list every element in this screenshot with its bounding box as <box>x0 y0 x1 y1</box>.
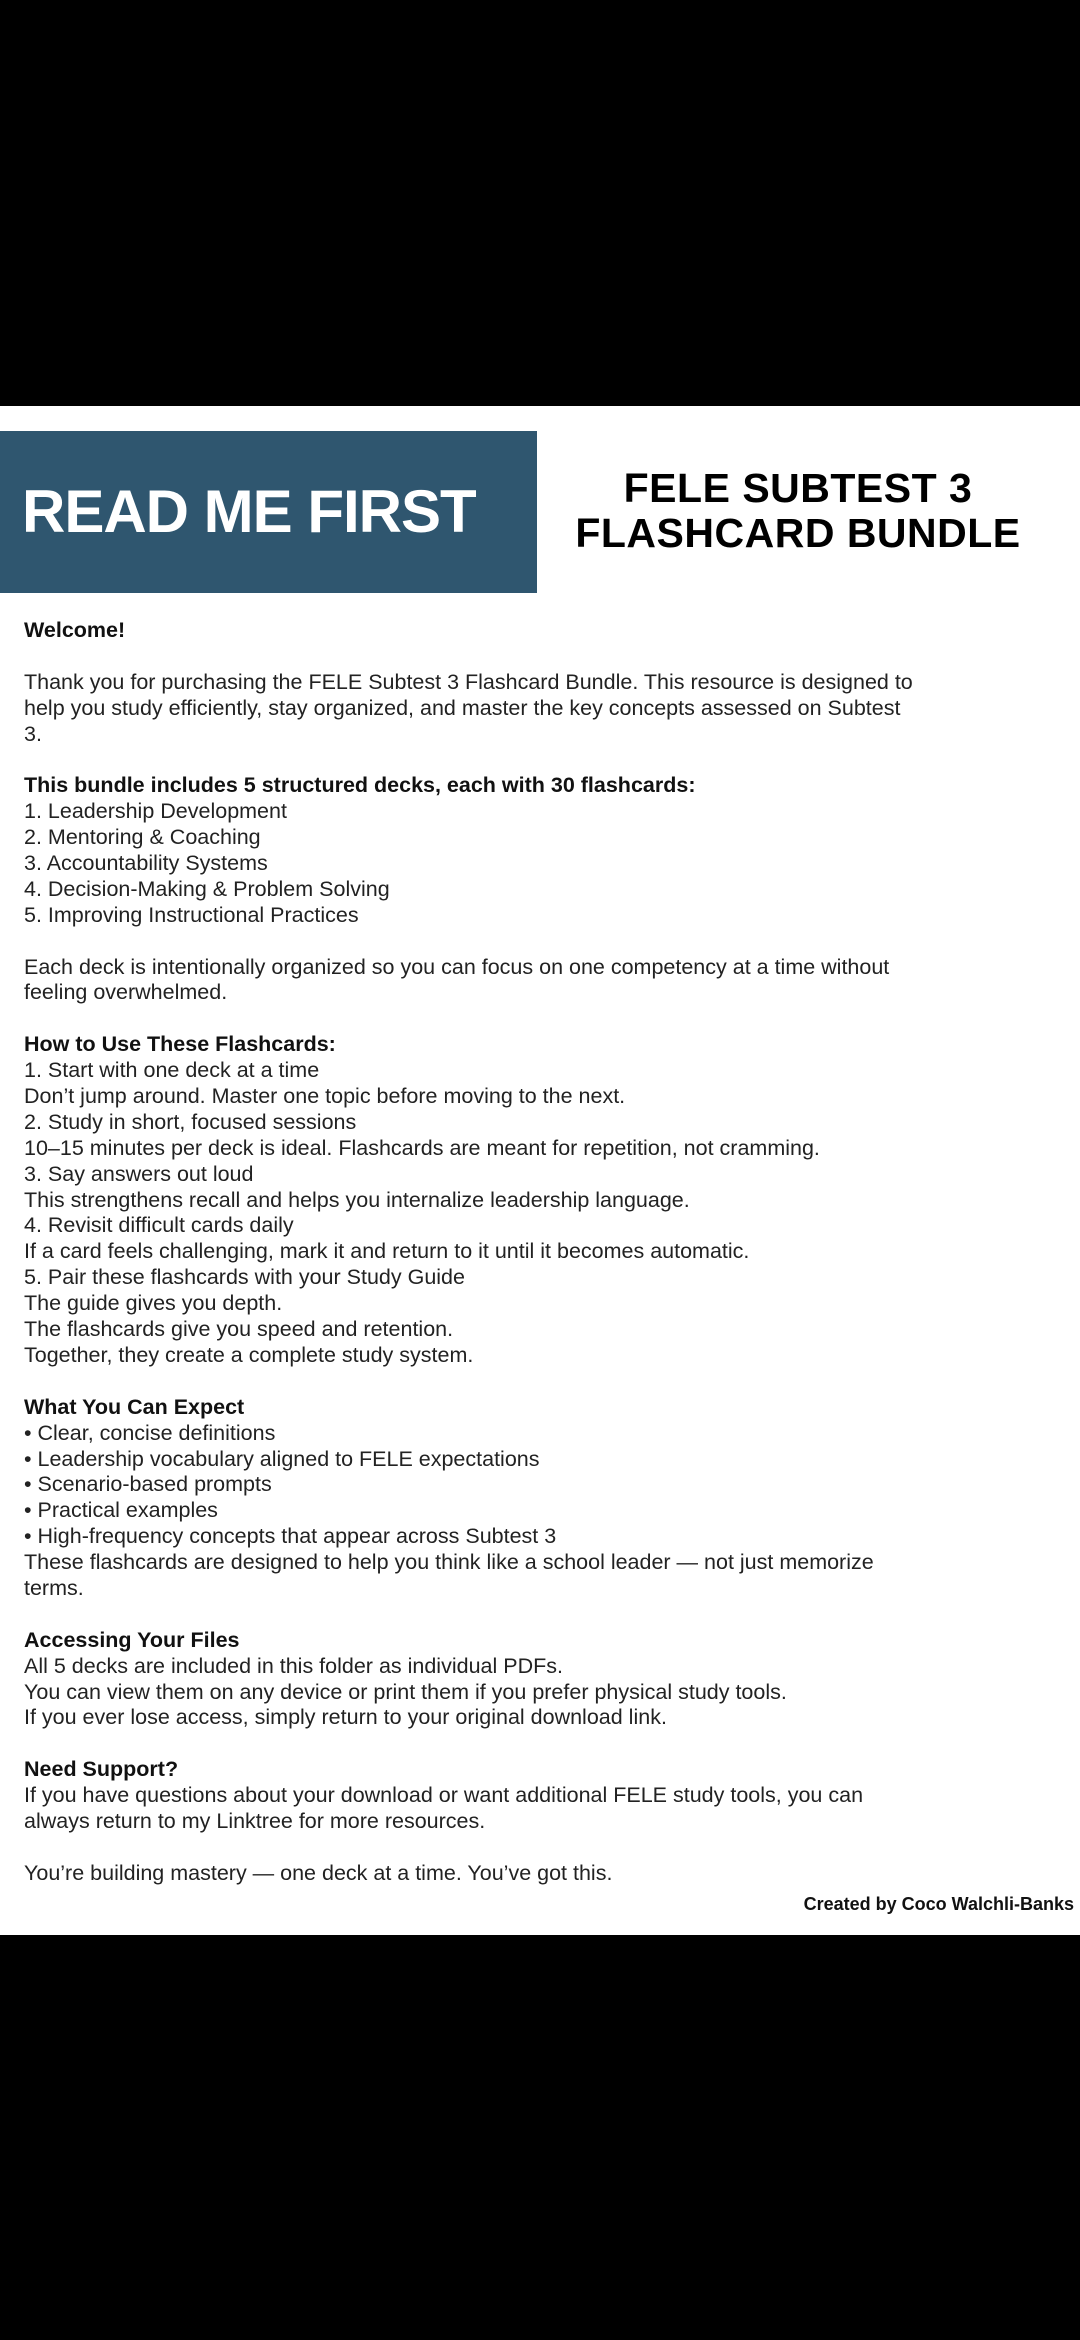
text-line: 10–15 minutes per deck is ideal. Flashcards are meant for repetition, not cramming. <box>24 1135 820 1160</box>
document-title <box>548 466 1048 556</box>
paragraph-spacer <box>24 1006 1064 1032</box>
text-line: 4. Decision-Making & Problem Solving <box>24 876 390 901</box>
text-line: 3. Accountability Systems <box>24 851 268 876</box>
text-line: • Practical examples <box>24 1498 218 1523</box>
section-heading: How to Use These Flashcards: <box>24 1032 336 1057</box>
text-line: 3. <box>24 721 42 746</box>
title-line-2: FLASHCARD BUNDLE <box>575 510 1021 556</box>
text-line: 2. Study in short, focused sessions <box>24 1109 357 1134</box>
text-line: You’re building mastery — one deck at a time. You’ve got this. <box>24 1860 613 1885</box>
text-line: 1. Start with one deck at a time <box>24 1058 320 1083</box>
text-line: terms. <box>24 1575 84 1600</box>
text-line: If a card feels challenging, mark it and return to it until it becomes automatic. <box>24 1239 750 1264</box>
text-line: You can view them on any device or print them if you prefer physical study tools. <box>24 1679 787 1704</box>
author-credit: Created by Coco Walchli-Banks <box>803 1894 1074 1914</box>
text-line: 5. Improving Instructional Practices <box>24 902 359 927</box>
text-line: feeling overwhelmed. <box>24 980 228 1005</box>
text-line: help you study efficiently, stay organized, and master the key concepts assessed on Subtest <box>24 695 901 720</box>
paragraph-spacer <box>24 747 1064 773</box>
section-heading: What You Can Expect <box>24 1394 245 1419</box>
section-heading: This bundle includes 5 structured decks, each with 30 flashcards: <box>24 773 696 798</box>
text-line: The guide gives you depth. <box>24 1291 283 1316</box>
text-line: The flashcards give you speed and retention. <box>24 1317 454 1342</box>
text-line: always return to my Linktree for more resources. <box>24 1808 486 1833</box>
title-line-1: FELE SUBTEST 3 <box>623 465 973 511</box>
paragraph-spacer <box>24 1731 1064 1757</box>
paragraph-spacer <box>24 1602 1064 1628</box>
text-line: • Scenario-based prompts <box>24 1472 272 1497</box>
text-line: These flashcards are designed to help you think like a school leader — not just memorize <box>24 1550 874 1575</box>
text-line: This strengthens recall and helps you internalize leadership language. <box>24 1187 690 1212</box>
text-line: If you have questions about your download or want additional FELE study tools, you can <box>24 1783 864 1808</box>
paragraph-spacer <box>24 1369 1064 1395</box>
text-line: 1. Leadership Development <box>24 799 287 824</box>
text-line: • Clear, concise definitions <box>24 1420 276 1445</box>
section-heading: Need Support? <box>24 1757 179 1782</box>
text-line: 2. Mentoring & Coaching <box>24 825 261 850</box>
read-me-first-banner <box>0 431 537 593</box>
text-line: • Leadership vocabulary aligned to FELE expectations <box>24 1446 540 1471</box>
text-line: • High-frequency concepts that appear across Subtest 3 <box>24 1524 557 1549</box>
paragraph-spacer <box>24 644 1064 670</box>
paragraph-spacer <box>24 1835 1064 1861</box>
paragraph-spacer <box>24 929 1064 955</box>
text-line: 5. Pair these flashcards with your Study Guide <box>24 1265 465 1290</box>
banner-label: READ ME FIRST <box>22 478 476 545</box>
text-line: Together, they create a complete study system. <box>24 1342 474 1367</box>
text-line: If you ever lose access, simply return to your original download link. <box>24 1705 667 1730</box>
document-body <box>24 618 1064 1887</box>
document-page <box>0 406 1080 1935</box>
section-heading: Accessing Your Files <box>24 1627 240 1652</box>
text-line: Each deck is intentionally organized so you can focus on one competency at a time without <box>24 954 890 979</box>
text-line: 4. Revisit difficult cards daily <box>24 1213 294 1238</box>
text-line: Don’t jump around. Master one topic before moving to the next. <box>24 1084 626 1109</box>
section-heading: Welcome! <box>24 618 126 642</box>
text-line: Thank you for purchasing the FELE Subtest 3 Flashcard Bundle. This resource is designed to <box>24 669 913 694</box>
text-line: 3. Say answers out loud <box>24 1161 254 1186</box>
text-line: All 5 decks are included in this folder as individual PDFs. <box>24 1653 563 1678</box>
